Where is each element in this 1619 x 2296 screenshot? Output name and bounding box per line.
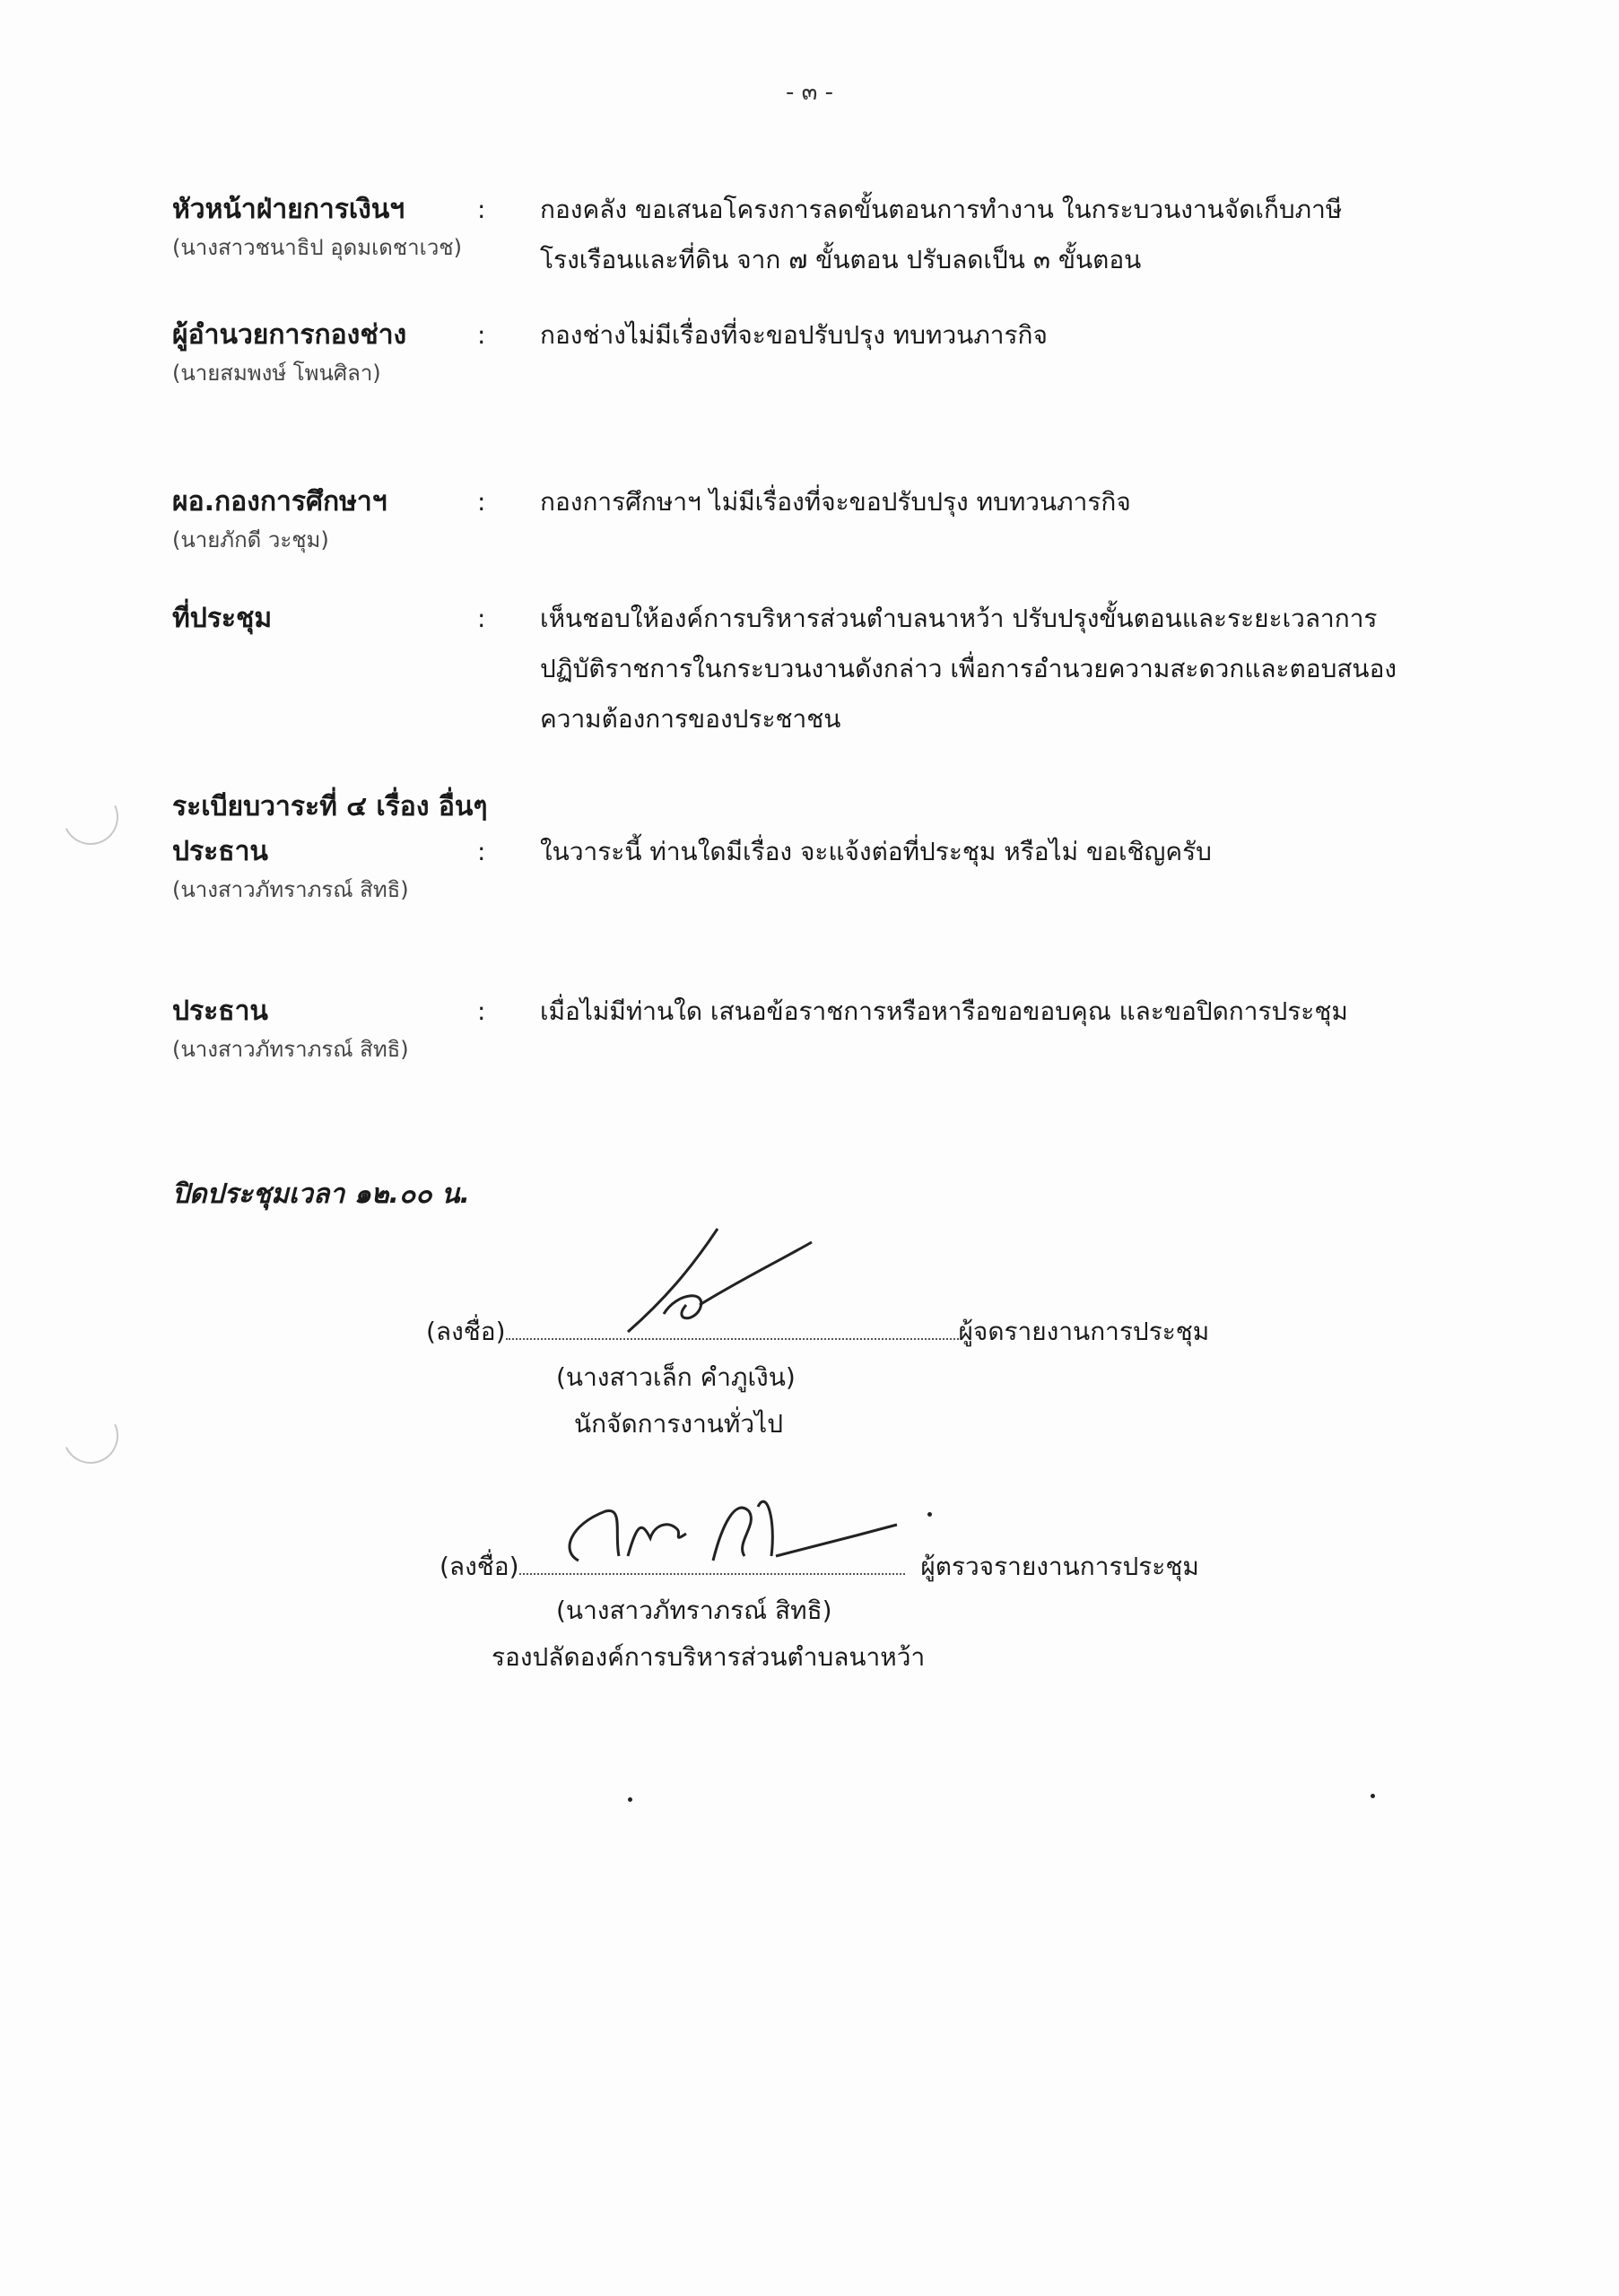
entry-line: โรงเรือนและที่ดิน จาก ๗ ขั้นตอน ปรับลดเป็น ๓ ขั้นตอน bbox=[540, 245, 1142, 274]
speaker-block bbox=[172, 316, 495, 391]
speaker-name: (นางสาวภัทราภรณ์ สิทธิ) bbox=[172, 877, 409, 902]
speaker-role: ผอ.กองการศึกษาฯ bbox=[172, 486, 387, 517]
sign-role-suffix: ผู้จดรายงานการประชุม bbox=[958, 1317, 1210, 1346]
entry-text bbox=[540, 310, 1473, 361]
scan-speck bbox=[927, 1512, 932, 1517]
signer-name-recorder: (นางสาวเล็ก คำภูเงิน) bbox=[556, 1362, 796, 1392]
signer-title-recorder: นักจัดการงานทั่วไป bbox=[574, 1409, 783, 1439]
sign-prefix: (ลงชื่อ) bbox=[440, 1552, 519, 1581]
speaker-role: หัวหน้าฝ่ายการเงินฯ bbox=[172, 194, 405, 225]
punch-hole-mark bbox=[55, 1400, 126, 1471]
separator-colon: : bbox=[477, 996, 486, 1026]
speaker-block bbox=[172, 483, 495, 558]
separator-colon: : bbox=[477, 195, 486, 224]
entry-line: กองคลัง ขอเสนอโครงการลดขั้นตอนการทำงาน ในกระบวนงานจัดเก็บภาษี bbox=[540, 195, 1343, 224]
speaker-role: ที่ประชุม bbox=[172, 603, 273, 634]
entry-text bbox=[540, 827, 1473, 877]
entry-line: ในวาระนี้ ท่านใดมีเรื่อง จะแจ้งต่อที่ประชุม หรือไม่ ขอเชิญครับ bbox=[540, 837, 1212, 866]
separator-colon: : bbox=[477, 837, 486, 866]
speaker-role: ประธาน bbox=[172, 836, 268, 867]
scan-speck bbox=[1371, 1794, 1375, 1798]
speaker-block bbox=[172, 599, 495, 639]
closing-time: ปิดประชุมเวลา ๑๒.๐๐ น. bbox=[172, 1178, 470, 1210]
speaker-name: (นายภักดี วะชุม) bbox=[172, 527, 329, 552]
page-number: - ๓ - bbox=[785, 79, 834, 106]
sign-role-suffix: ผู้ตรวจรายงานการประชุม bbox=[920, 1552, 1199, 1581]
separator-colon: : bbox=[477, 320, 486, 350]
speaker-block bbox=[172, 832, 495, 908]
signature-line-recorder bbox=[426, 1311, 1209, 1352]
signer-title-reviewer: รองปลัดองค์การบริหารส่วนตำบลนาหว้า bbox=[492, 1642, 926, 1672]
speaker-block bbox=[172, 992, 495, 1067]
entry-line: เห็นชอบให้องค์การบริหารส่วนตำบลนาหว้า ปรับปรุงขั้นตอนและระยะเวลาการ bbox=[540, 604, 1378, 633]
speaker-name: (นายสมพงษ์ โพนศิลา) bbox=[172, 361, 381, 386]
punch-hole-mark bbox=[55, 781, 126, 852]
separator-colon: : bbox=[477, 487, 486, 517]
entry-line: ความต้องการของประชาชน bbox=[540, 704, 841, 734]
entry-text bbox=[540, 987, 1473, 1037]
scan-speck bbox=[628, 1797, 632, 1802]
signer-name-reviewer: (นางสาวภัทราภรณ์ สิทธิ) bbox=[556, 1596, 832, 1625]
entry-text bbox=[540, 477, 1473, 527]
entry-text bbox=[540, 594, 1473, 744]
entry-line: กองการศึกษาฯ ไม่มีเรื่องที่จะขอปรับปรุง ทบทวนภารกิจ bbox=[540, 487, 1131, 517]
entry-line: ปฏิบัติราชการในกระบวนงานดังกล่าว เพื่อการอำนวยความสะดวกและตอบสนอง bbox=[540, 654, 1397, 683]
entry-line: เมื่อไม่มีท่านใด เสนอข้อราชการหรือหารือขอขอบคุณ และขอปิดการประชุม bbox=[540, 996, 1348, 1026]
speaker-name: (นางสาวชนาธิป อุดมเดชาเวช) bbox=[172, 235, 462, 260]
speaker-role: ประธาน bbox=[172, 996, 268, 1027]
signature-dotted-line bbox=[506, 1311, 959, 1340]
sign-prefix: (ลงชื่อ) bbox=[426, 1317, 506, 1346]
entry-line: กองช่างไม่มีเรื่องที่จะขอปรับปรุง ทบทวนภารกิจ bbox=[540, 320, 1048, 350]
agenda-heading: ระเบียบวาระที่ ๔ เรื่อง อื่นๆ bbox=[172, 791, 488, 822]
speaker-role: ผู้อำนวยการกองช่าง bbox=[172, 319, 407, 351]
signature-line-reviewer bbox=[440, 1546, 1199, 1587]
separator-colon: : bbox=[477, 604, 486, 633]
entry-text bbox=[540, 185, 1473, 285]
signature-dotted-line bbox=[519, 1546, 905, 1575]
speaker-name: (นางสาวภัทราภรณ์ สิทธิ) bbox=[172, 1037, 409, 1062]
speaker-block bbox=[172, 190, 495, 265]
